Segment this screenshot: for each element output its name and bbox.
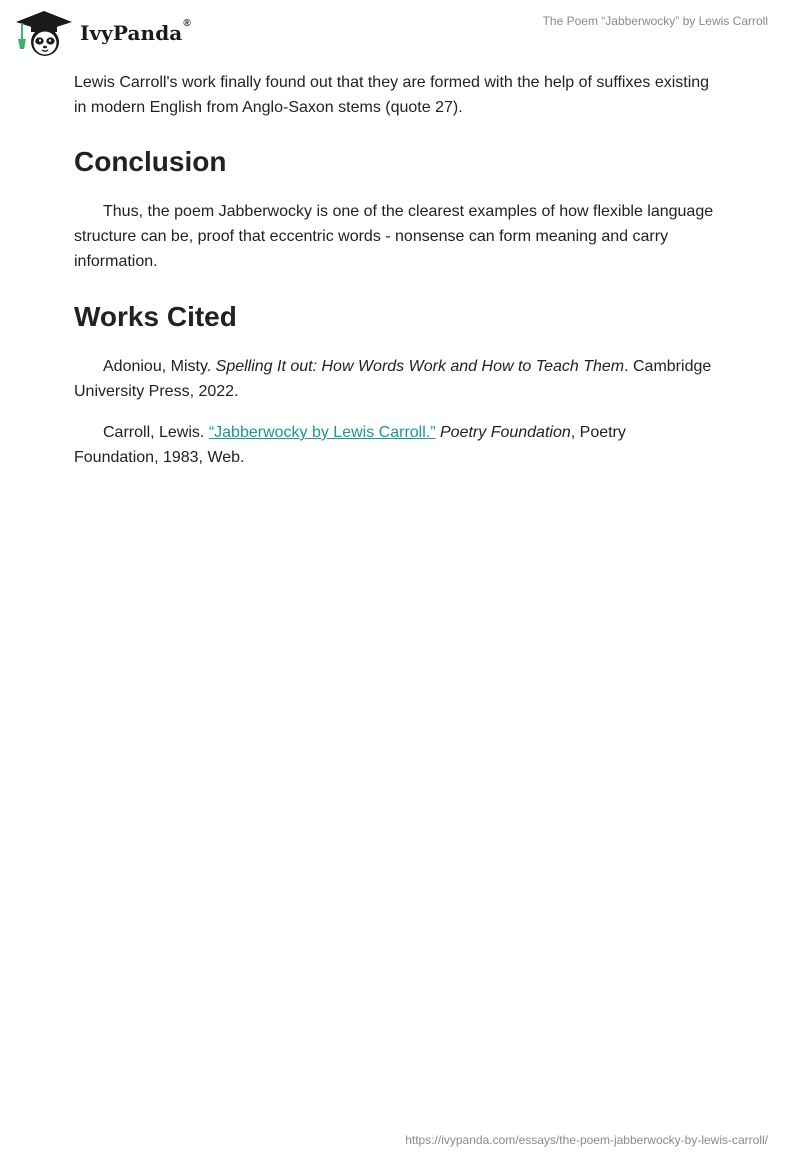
conclusion-paragraph: Thus, the poem Jabberwocky is one of the clearest examples of how flexible language structure can be, proof that eccentric words - nonsense can form meaning and carry information. bbox=[74, 203, 714, 270]
citation-adoniou bbox=[74, 354, 714, 404]
registered-mark: ® bbox=[183, 18, 191, 29]
footer-url[interactable]: https://ivypanda.com/essays/the-poem-jabberwocky-by-lewis-carroll/ bbox=[405, 1133, 768, 1147]
citation-source: Poetry Foundation bbox=[440, 424, 571, 441]
essay-content bbox=[74, 70, 714, 486]
citation-author: Adoniou, Misty. bbox=[103, 358, 216, 375]
citation-title: Spelling It out: How Words Work and How to Teach Them bbox=[215, 358, 625, 375]
running-title: The Poem “Jabberwocky” by Lewis Carroll bbox=[542, 14, 768, 28]
logo-wordmark: IvyPanda® bbox=[80, 18, 191, 45]
intro-paragraph: Lewis Carroll's work finally found out that they are formed with the help of suffixes existing in modern English from Anglo-Saxon stems (quote 27). bbox=[74, 74, 710, 116]
citation-author: Carroll, Lewis. bbox=[103, 424, 209, 441]
citation-carroll bbox=[74, 420, 714, 470]
conclusion-heading: Conclusion bbox=[74, 146, 227, 177]
ivypanda-logo[interactable] bbox=[14, 8, 191, 58]
works-cited-heading: Works Cited bbox=[74, 301, 237, 332]
panda-graduate-icon bbox=[14, 9, 74, 57]
citation-details: . Cambridge University Press, 2022. bbox=[74, 358, 712, 400]
citation-details: , Poetry Foundation, 1983, Web. bbox=[74, 424, 626, 466]
page-header bbox=[0, 0, 800, 64]
citation-link[interactable]: “Jabberwocky by Lewis Carroll.” bbox=[208, 424, 436, 441]
